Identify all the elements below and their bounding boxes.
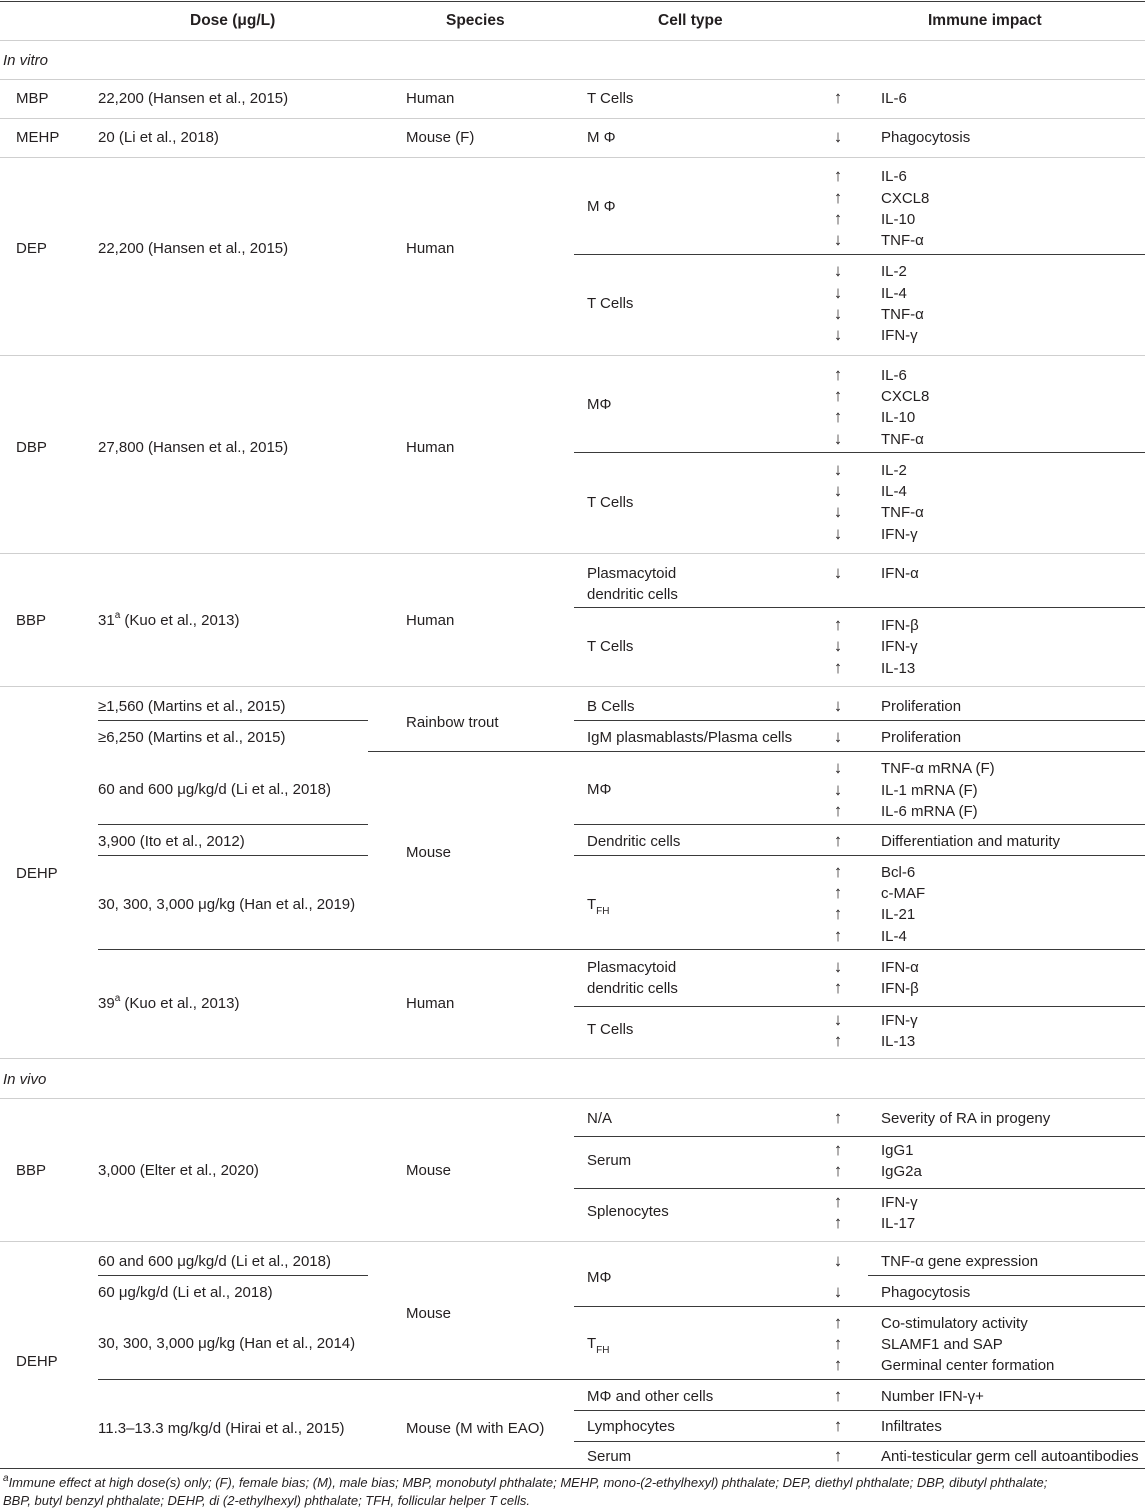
section-in-vivo: In vivo xyxy=(3,1071,47,1088)
sub-rule xyxy=(574,254,1145,255)
impact-dehp-m1: TNF-α mRNA (F) xyxy=(881,760,995,777)
compound-dep: DEP xyxy=(16,240,47,257)
sub-rule xyxy=(574,1188,1145,1189)
arrow-up-icon: ↑ xyxy=(833,166,843,185)
impact-dep-t4: IFN-γ xyxy=(881,327,918,344)
row-rule xyxy=(0,686,1145,687)
arrow-up-icon: ↑ xyxy=(833,801,843,820)
arrow-up-icon: ↑ xyxy=(833,407,843,426)
arrow-up-icon: ↑ xyxy=(833,1416,843,1435)
arrow-up-icon: ↑ xyxy=(833,883,843,902)
impact-dep-t3: TNF-α xyxy=(881,306,924,323)
impact-dehp-i1: Proliferation xyxy=(881,729,962,746)
sub-rule xyxy=(574,1136,1145,1137)
impact-dbp-t2: IL-4 xyxy=(881,483,907,500)
species-dehp2-mouse: Mouse xyxy=(406,1305,452,1322)
row-rule xyxy=(0,118,1145,119)
dose-bbp-in-vivo: 3,000 (Elter et al., 2020) xyxy=(98,1162,259,1179)
cell-dehp-m: MΦ xyxy=(587,781,612,798)
species-mehp: Mouse (F) xyxy=(406,129,475,146)
impact-dehp2-lym1: Infiltrates xyxy=(881,1418,942,1435)
impact-dehp-p2: IFN-β xyxy=(881,980,919,997)
sub-rule xyxy=(574,1410,1145,1411)
sub-rule xyxy=(98,855,368,856)
sub-rule xyxy=(368,751,1145,752)
impact-bbp-t2: IFN-γ xyxy=(881,638,918,655)
impact-bbp2-s2: IgG2a xyxy=(881,1163,922,1180)
impact-dep-t1: IL-2 xyxy=(881,263,907,280)
impact-dehp-m2: IL-1 mRNA (F) xyxy=(881,782,978,799)
cell-dehp-pdc-line1: Plasmacytoid xyxy=(587,959,677,976)
arrow-down-icon: ↓ xyxy=(833,460,843,479)
impact-bbp2-sp2: IL-17 xyxy=(881,1215,916,1232)
cell-dehp2-serum: Serum xyxy=(587,1448,632,1465)
sub-rule xyxy=(98,1275,368,1276)
row-rule xyxy=(0,157,1145,158)
arrow-up-icon: ↑ xyxy=(833,658,843,677)
arrow-up-icon: ↑ xyxy=(833,1386,843,1405)
table-top-rule xyxy=(0,1,1145,2)
sub-rule xyxy=(574,607,1145,608)
arrow-up-icon: ↑ xyxy=(833,831,843,850)
footnote-line-1: $^a$Immune effect at high dose(s) only; (F), female bias; (M), male bias; MBP, monobutyl phthalate; MEHP, mono-(2-ethylhexyl) phthalate; DEP, diethyl phthalate; DBP, dibutyl phthalate; xyxy=(3,1472,1048,1490)
arrow-down-icon: ↓ xyxy=(833,481,843,500)
row-rule xyxy=(0,1058,1145,1059)
arrow-up-icon: ↑ xyxy=(833,1213,843,1232)
species-bbp-in-vivo: Mouse xyxy=(406,1162,452,1179)
cell-dbp-m: MΦ xyxy=(587,396,612,413)
arrow-down-icon: ↓ xyxy=(833,1251,843,1270)
arrow-down-icon: ↓ xyxy=(833,727,843,746)
species-mbp: Human xyxy=(406,90,455,107)
impact-dehp2-mo1: Number IFN-γ+ xyxy=(881,1388,984,1405)
arrow-up-icon: ↑ xyxy=(833,1334,843,1353)
arrow-up-icon: ↑ xyxy=(833,904,843,923)
impact-bbp2-s1: IgG1 xyxy=(881,1142,914,1159)
arrow-down-icon: ↓ xyxy=(833,780,843,799)
sub-rule xyxy=(574,1441,1145,1442)
impact-dehp-b1: Proliferation xyxy=(881,698,962,715)
arrow-up-icon: ↑ xyxy=(833,188,843,207)
section-in-vitro: In vitro xyxy=(3,52,49,69)
arrow-down-icon: ↓ xyxy=(833,1282,843,1301)
dose-dehp-e: 30, 300, 3,000 μg/kg (Han et al., 2019) xyxy=(98,896,356,913)
sub-rule xyxy=(98,720,368,721)
arrow-up-icon: ↑ xyxy=(833,1355,843,1374)
impact-bbp-t3: IL-13 xyxy=(881,660,916,677)
cell-bbp-t: T Cells xyxy=(587,638,634,655)
arrow-down-icon: ↓ xyxy=(833,261,843,280)
impact-dehp-tfh1: Bcl-6 xyxy=(881,864,916,881)
arrow-down-icon: ↓ xyxy=(833,524,843,543)
species-dehp2-eao: Mouse (M with EAO) xyxy=(406,1420,545,1437)
dose-dehp-b: ≥6,250 (Martins et al., 2015) xyxy=(98,729,286,746)
arrow-down-icon: ↓ xyxy=(833,957,843,976)
arrow-up-icon: ↑ xyxy=(833,1031,843,1050)
dose-mehp: 20 (Li et al., 2018) xyxy=(98,129,219,146)
impact-dehp-m3: IL-6 mRNA (F) xyxy=(881,803,978,820)
cell-dehp-dc: Dendritic cells xyxy=(587,833,681,850)
dose-dep: 22,200 (Hansen et al., 2015) xyxy=(98,240,289,257)
row-rule xyxy=(0,355,1145,356)
cell-dep-m: M Φ xyxy=(587,198,616,215)
arrow-up-icon: ↑ xyxy=(833,386,843,405)
arrow-up-icon: ↑ xyxy=(833,1140,843,1159)
arrow-down-icon: ↓ xyxy=(833,127,843,146)
arrow-down-icon: ↓ xyxy=(833,230,843,249)
compound-mehp: MEHP xyxy=(16,129,60,146)
cell-bbp2-splenocytes: Splenocytes xyxy=(587,1203,669,1220)
impact-dep-t2: IL-4 xyxy=(881,285,907,302)
compound-bbp-in-vivo: BBP xyxy=(16,1162,47,1179)
arrow-up-icon: ↑ xyxy=(833,926,843,945)
impact-dehp2-m2: Phagocytosis xyxy=(881,1284,971,1301)
impact-dbp-m3: IL-10 xyxy=(881,409,916,426)
sub-rule xyxy=(574,855,1145,856)
sub-rule xyxy=(574,452,1145,453)
impact-dehp2-tfh1: Co-stimulatory activity xyxy=(881,1315,1028,1332)
cell-dehp2-m: MΦ xyxy=(587,1269,612,1286)
cell-dehp-b: B Cells xyxy=(587,698,635,715)
dose-mbp: 22,200 (Hansen et al., 2015) xyxy=(98,90,289,107)
cell-mehp-m: M Φ xyxy=(587,129,616,146)
sub-rule xyxy=(574,1306,1145,1307)
arrow-down-icon: ↓ xyxy=(833,283,843,302)
dose-dehp-f: 39$^a$ (Kuo et al., 2013) xyxy=(98,993,240,1012)
impact-dehp2-serum1: Anti-testicular germ cell autoantibodies xyxy=(881,1448,1139,1465)
cell-dehp2-tfh: $T_{FH}$ xyxy=(587,1335,610,1356)
arrow-up-icon: ↑ xyxy=(833,88,843,107)
arrow-down-icon: ↓ xyxy=(833,502,843,521)
impact-dehp2-tfh3: Germinal center formation xyxy=(881,1357,1055,1374)
sub-rule xyxy=(868,1275,1145,1276)
dose-dehp2-c: 30, 300, 3,000 μg/kg (Han et al., 2014) xyxy=(98,1335,356,1352)
cell-dehp2-lymphocytes: Lymphocytes xyxy=(587,1418,675,1435)
table-bottom-rule xyxy=(0,1468,1145,1469)
impact-mehp-1: Phagocytosis xyxy=(881,129,971,146)
cell-bbp2-serum: Serum xyxy=(587,1152,632,1169)
species-dehp-mouse: Mouse xyxy=(406,844,452,861)
footnote-line-2: BBP, butyl benzyl phthalate; DEHP, di (2-ethylhexyl) phthalate; TFH, follicular helper T cells. xyxy=(3,1493,530,1508)
dose-dehp2-d: 11.3–13.3 mg/kg/d (Hirai et al., 2015) xyxy=(98,1420,345,1437)
impact-bbp-p1: IFN-α xyxy=(881,565,919,582)
species-dep: Human xyxy=(406,240,455,257)
dose-dehp2-b: 60 μg/kg/d (Li et al., 2018) xyxy=(98,1284,273,1301)
arrow-up-icon: ↑ xyxy=(833,1313,843,1332)
impact-bbp2-na1: Severity of RA in progeny xyxy=(881,1110,1051,1127)
impact-dehp-tfh3: IL-21 xyxy=(881,906,916,923)
header-dose: Dose (μg/L) xyxy=(190,12,276,29)
cell-dehp-t: T Cells xyxy=(587,1021,634,1038)
cell-bbp-pdc-line1: Plasmacytoid xyxy=(587,565,677,582)
impact-dep-m4: TNF-α xyxy=(881,232,924,249)
arrow-up-icon: ↑ xyxy=(833,615,843,634)
impact-dbp-t4: IFN-γ xyxy=(881,526,918,543)
arrow-up-icon: ↑ xyxy=(833,1161,843,1180)
cell-dbp-t: T Cells xyxy=(587,494,634,511)
dose-dehp2-a: 60 and 600 μg/kg/d (Li et al., 2018) xyxy=(98,1253,331,1270)
cell-dehp2-mo: MΦ and other cells xyxy=(587,1388,714,1405)
impact-dehp2-tfh2: SLAMF1 and SAP xyxy=(881,1336,1003,1353)
impact-dep-m1: IL-6 xyxy=(881,168,907,185)
sub-rule xyxy=(574,1006,1145,1007)
compound-mbp: MBP xyxy=(16,90,49,107)
dose-dehp-a: ≥1,560 (Martins et al., 2015) xyxy=(98,698,286,715)
cell-bbp-pdc-line2: dendritic cells xyxy=(587,586,678,603)
impact-dbp-t1: IL-2 xyxy=(881,462,907,479)
header-species: Species xyxy=(446,12,505,29)
impact-dehp-p1: IFN-α xyxy=(881,959,919,976)
impact-dehp-tfh4: IL-4 xyxy=(881,928,907,945)
cell-bbp2-na: N/A xyxy=(587,1110,613,1127)
impact-dbp-t3: TNF-α xyxy=(881,504,924,521)
impact-dehp2-m1: TNF-α gene expression xyxy=(881,1253,1039,1270)
sub-rule xyxy=(98,949,1145,950)
arrow-up-icon: ↑ xyxy=(833,209,843,228)
section-rule xyxy=(0,1098,1145,1099)
species-dbp: Human xyxy=(406,439,455,456)
dose-dehp-c: 60 and 600 μg/kg/d (Li et al., 2018) xyxy=(98,781,331,798)
impact-dehp-tfh2: c-MAF xyxy=(881,885,926,902)
impact-bbp2-sp1: IFN-γ xyxy=(881,1194,918,1211)
species-dehp-trout: Rainbow trout xyxy=(406,714,499,731)
impact-dbp-m2: CXCL8 xyxy=(881,388,930,405)
impact-bbp-t1: IFN-β xyxy=(881,617,919,634)
arrow-down-icon: ↓ xyxy=(833,1010,843,1029)
arrow-up-icon: ↑ xyxy=(833,1192,843,1211)
impact-dehp-t2: IL-13 xyxy=(881,1033,916,1050)
compound-dehp-in-vivo: DEHP xyxy=(16,1353,58,1370)
arrow-up-icon: ↑ xyxy=(833,1446,843,1465)
cell-dep-t: T Cells xyxy=(587,295,634,312)
arrow-down-icon: ↓ xyxy=(833,563,843,582)
species-bbp-in-vitro: Human xyxy=(406,612,455,629)
sub-rule xyxy=(98,824,368,825)
section-rule xyxy=(0,79,1145,80)
arrow-down-icon: ↓ xyxy=(833,429,843,448)
arrow-down-icon: ↓ xyxy=(833,304,843,323)
dose-dbp: 27,800 (Hansen et al., 2015) xyxy=(98,439,289,456)
arrow-up-icon: ↑ xyxy=(833,862,843,881)
arrow-down-icon: ↓ xyxy=(833,696,843,715)
arrow-up-icon: ↑ xyxy=(833,1108,843,1127)
compound-bbp-in-vitro: BBP xyxy=(16,612,47,629)
cell-dehp-tfh: $T_{FH}$ xyxy=(587,896,610,917)
compound-dehp-in-vitro: DEHP xyxy=(16,865,58,882)
header-immune-impact: Immune impact xyxy=(928,12,1042,29)
impact-dbp-m4: TNF-α xyxy=(881,431,924,448)
arrow-down-icon: ↓ xyxy=(833,758,843,777)
cell-dehp-igm: IgM plasmablasts/Plasma cells xyxy=(587,729,793,746)
row-rule xyxy=(0,553,1145,554)
impact-dep-m3: IL-10 xyxy=(881,211,916,228)
impact-mbp-1: IL-6 xyxy=(881,90,907,107)
dose-dehp-d: 3,900 (Ito et al., 2012) xyxy=(98,833,245,850)
arrow-up-icon: ↑ xyxy=(833,978,843,997)
header-cell-type: Cell type xyxy=(658,12,723,29)
dose-bbp-in-vitro: 31$^a$ (Kuo et al., 2013) xyxy=(98,610,240,629)
arrow-up-icon: ↑ xyxy=(833,365,843,384)
row-rule xyxy=(0,1241,1145,1242)
species-dehp-human: Human xyxy=(406,995,455,1012)
arrow-down-icon: ↓ xyxy=(833,325,843,344)
sub-rule xyxy=(98,1379,1145,1380)
sub-rule xyxy=(574,720,1145,721)
impact-dep-m2: CXCL8 xyxy=(881,190,930,207)
impact-dehp-dc1: Differentiation and maturity xyxy=(881,833,1060,850)
arrow-down-icon: ↓ xyxy=(833,636,843,655)
header-rule xyxy=(0,40,1145,41)
compound-dbp: DBP xyxy=(16,439,47,456)
impact-dbp-m1: IL-6 xyxy=(881,367,907,384)
sub-rule xyxy=(574,824,1145,825)
impact-dehp-t1: IFN-γ xyxy=(881,1012,918,1029)
cell-mbp-t: T Cells xyxy=(587,90,634,107)
cell-dehp-pdc-line2: dendritic cells xyxy=(587,980,678,997)
